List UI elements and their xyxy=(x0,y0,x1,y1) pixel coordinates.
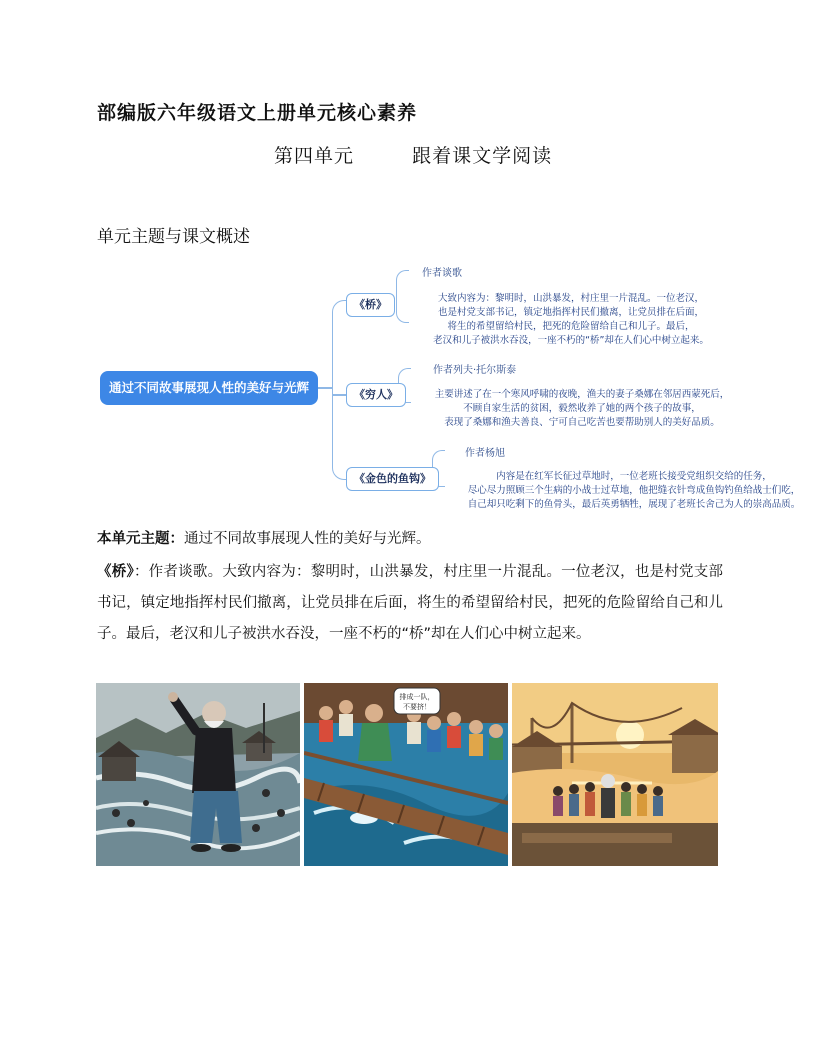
summary-line: 自己却只吃剩下的鱼骨头，最后英勇牺牲，展现了老班长舍己为人的崇高品质。 xyxy=(467,499,801,510)
illustration-sunset-village xyxy=(512,683,718,866)
speech-bubble-line: 排成一队， xyxy=(399,693,435,701)
section-heading: 单元主题与课文概述 xyxy=(97,227,250,247)
summary-line: 主要讲述了在一个寒风呼啸的夜晚，渔夫的妻子桑娜在邻居西蒙死后， xyxy=(434,389,730,400)
branch-qiao: 《桥》 xyxy=(346,293,395,317)
mm-connector xyxy=(396,304,409,323)
document-subtitle xyxy=(274,141,552,168)
unit-label: 第四单元 xyxy=(274,145,355,167)
illustration-flood-old-man xyxy=(96,683,300,866)
summary-line: 老汉和儿子被洪水吞没，一座不朽的“桥”却在人们心中树立起来。 xyxy=(433,335,709,346)
summary-qiao xyxy=(431,292,711,348)
unit-theme xyxy=(97,527,431,548)
qiao-label: 《桥》 xyxy=(97,564,134,580)
branch-qiongren: 《穷人》 xyxy=(346,383,406,407)
summary-line: 将生的希望留给村民，把死的危险留给自己和儿子。最后， xyxy=(447,321,695,332)
summary-line: 不顾自家生活的贫困，毅然收养了她的两个孩子的故事， xyxy=(463,403,701,414)
summary-qiongren xyxy=(432,388,732,430)
summary-line: 表现了桑娜和渔夫善良、宁可自己吃苦也要帮助别人的美好品质。 xyxy=(444,417,720,428)
unit-theme-text: 通过不同故事展现人性的美好与光辉。 xyxy=(184,531,431,547)
mindmap-root: 通过不同故事展现人性的美好与光辉 xyxy=(100,371,318,405)
qiao-paragraph xyxy=(97,557,723,650)
author-qiao: 作者谈歌 xyxy=(422,268,462,279)
summary-jinse-yugou xyxy=(465,470,803,512)
qiao-text: ：作者谈歌。大致内容为：黎明时，山洪暴发，村庄里一片混乱。一位老汉，也是村党支部书记，镇定地指挥村民们撤离，让党员排在后面，将生的希望留给村民，把死的危险留给自己和儿子。最后，老汉和儿子被洪水吞没，一座不朽的“桥”却在人们心中树立起来。 xyxy=(97,564,724,642)
mindmap xyxy=(96,258,808,520)
mm-connector xyxy=(332,300,347,389)
summary-line: 内容是在红军长征过草地时，一位老班长接受党组织交给的任务， xyxy=(496,471,772,482)
summary-line: 尽心尽力照顾三个生病的小战士过草地，他把缝衣针弯成鱼钩钓鱼给战士们吃， xyxy=(467,485,801,496)
bridge-scene-image xyxy=(304,683,508,866)
mm-connector xyxy=(332,394,346,396)
unit-topic: 跟着课文学阅读 xyxy=(412,145,553,167)
summary-line: 也是村党支部书记，镇定地指挥村民们撤离，让党员排在后面， xyxy=(437,307,704,318)
mm-connector xyxy=(318,387,332,389)
illustration-bridge-crowd xyxy=(304,683,508,866)
flood-scene-image xyxy=(96,683,300,866)
mm-connector xyxy=(332,387,347,480)
speech-bubble-line: 不要挤！ xyxy=(403,703,431,711)
unit-theme-label: 本单元主题： xyxy=(97,531,184,547)
document-title: 部编版六年级语文上册单元核心素养 xyxy=(97,102,418,124)
author-jinse-yugou: 作者杨旭 xyxy=(465,448,505,459)
author-qiongren: 作者列夫·托尔斯泰 xyxy=(433,365,517,376)
sunset-scene-image xyxy=(512,683,718,866)
branch-jinse-yugou: 《金色的鱼钩》 xyxy=(346,467,439,491)
mm-connector xyxy=(396,270,409,305)
summary-line: 大致内容为：黎明时，山洪暴发，村庄里一片混乱。一位老汉， xyxy=(437,293,704,304)
